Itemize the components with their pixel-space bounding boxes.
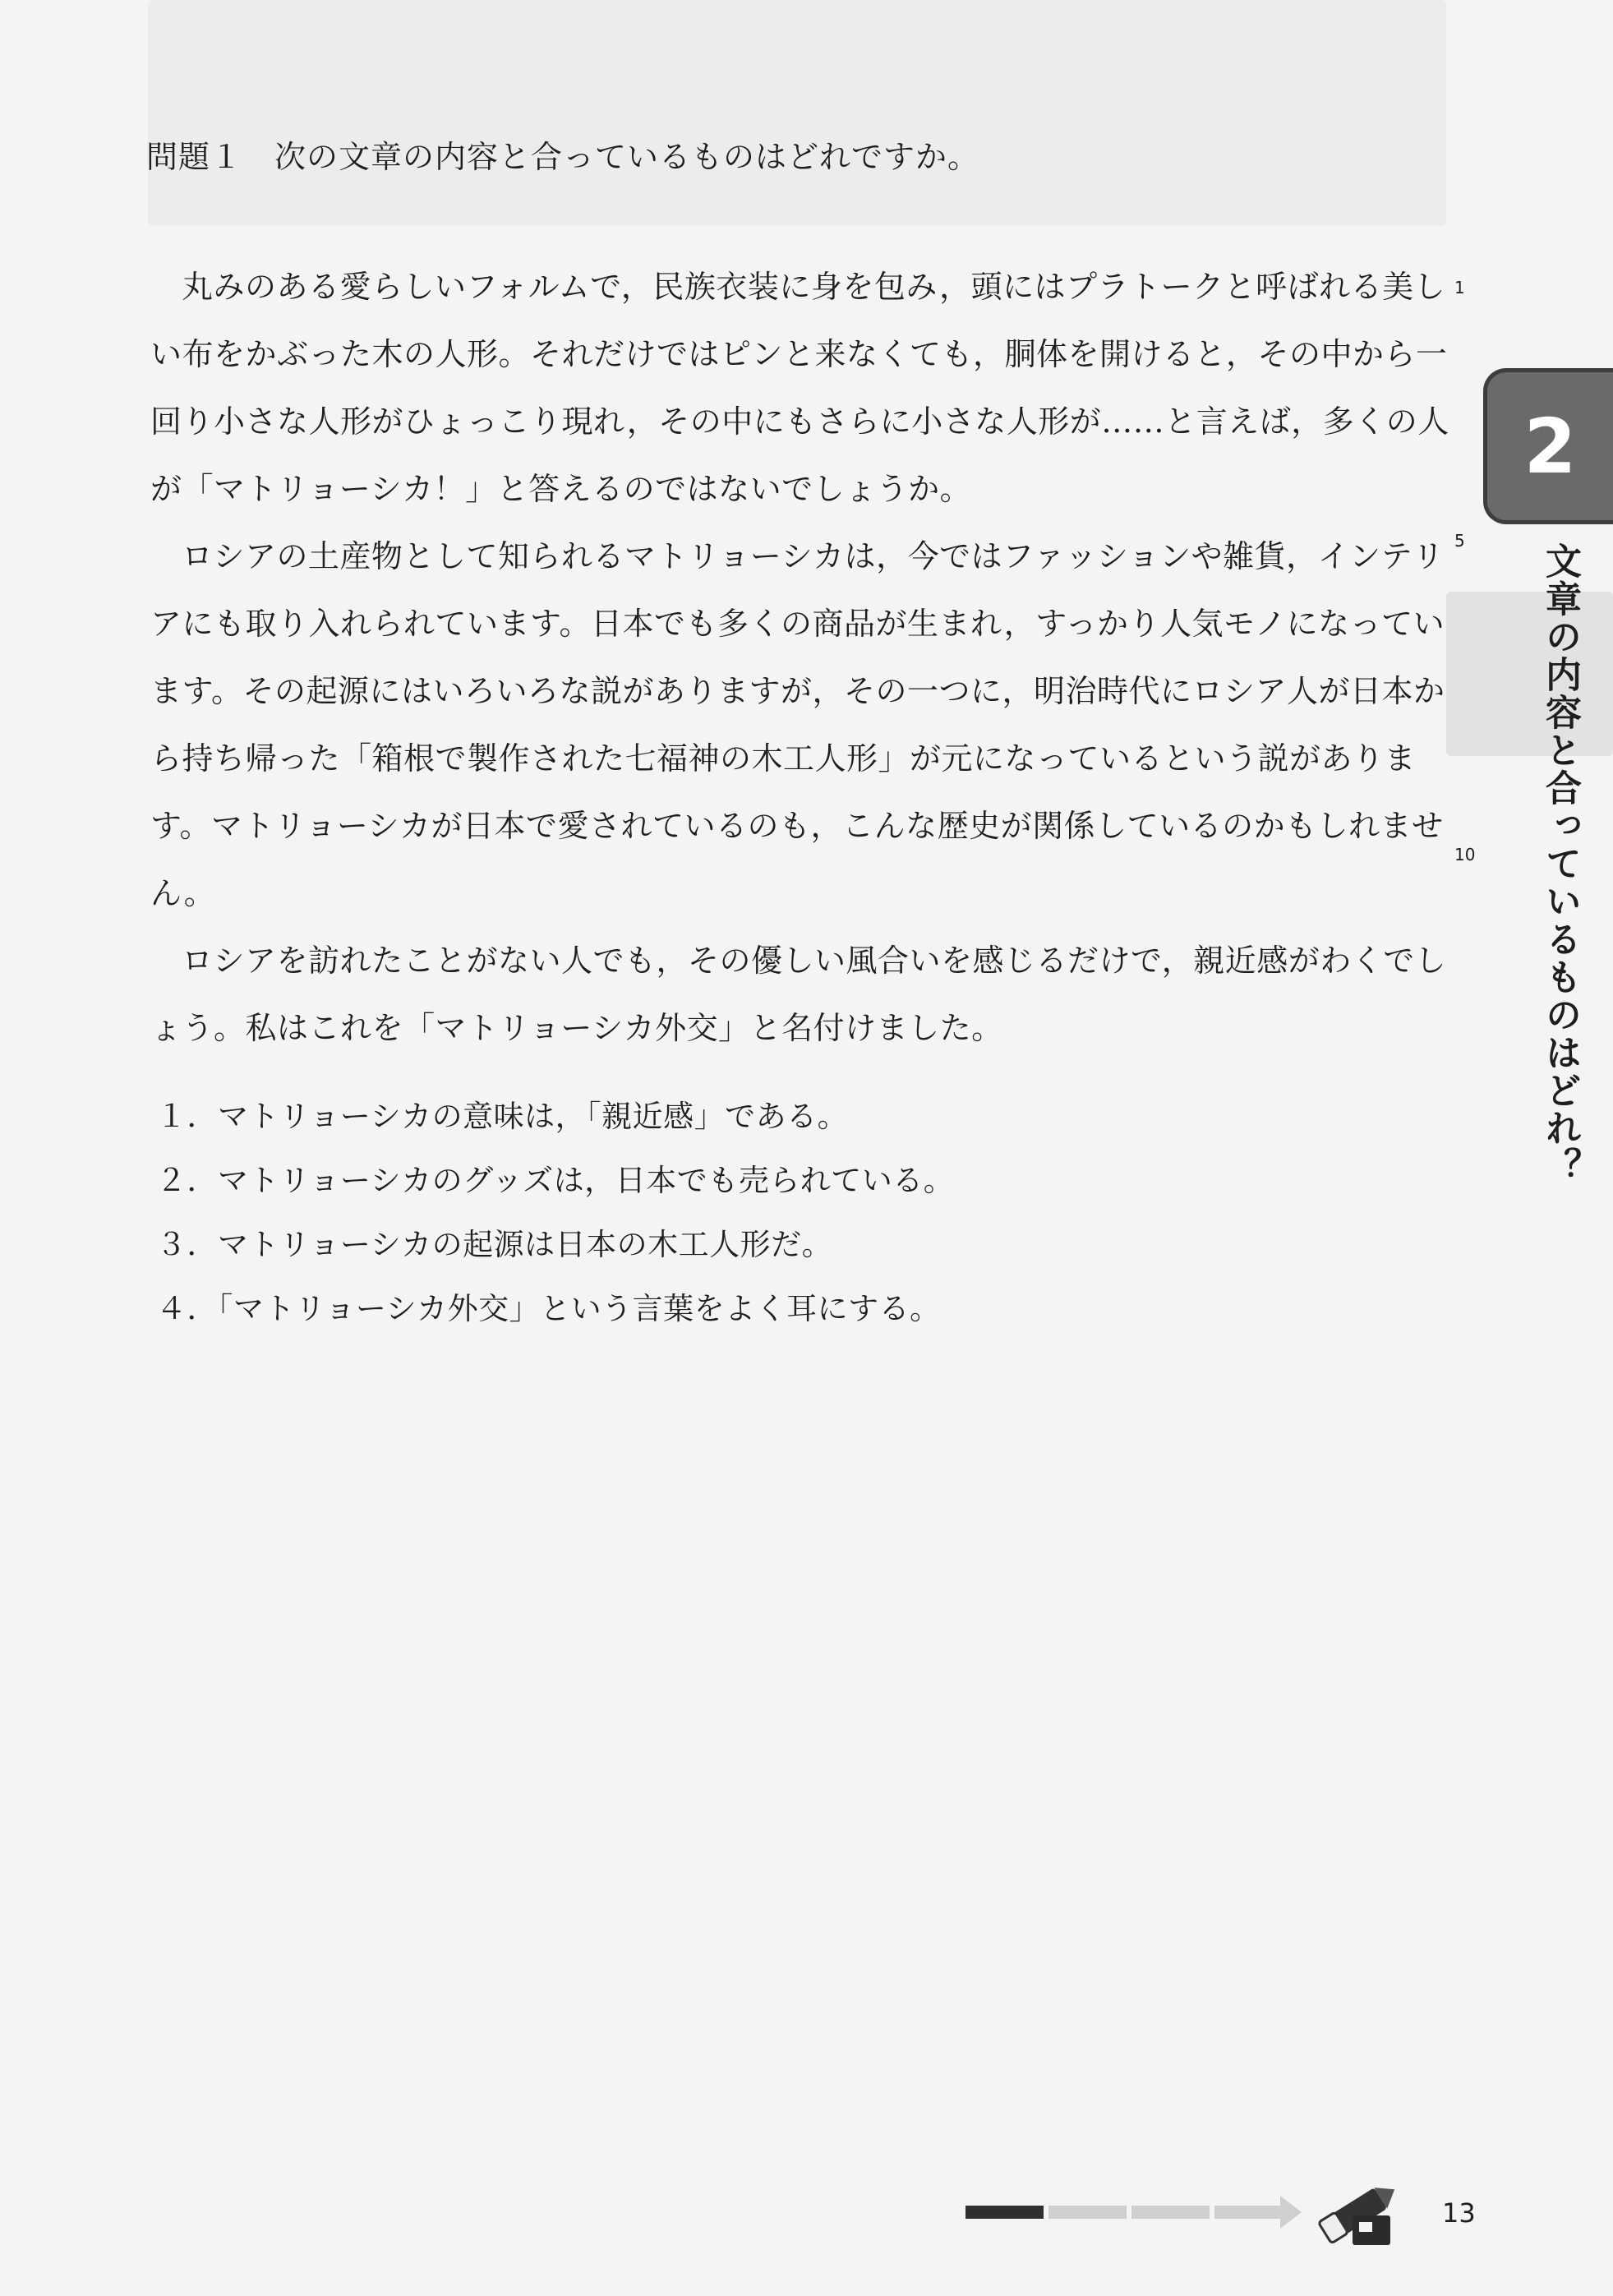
passage-paragraph-1: 丸みのある愛らしいフォルムで，民族衣装に身を包み，頭にはプラトークと呼ばれる美しい布をかぶった木の人形。それだけではピンと来なくても，胴体を開けると，その中から一回り小さな人形がひょっこり現れ，その中にもさらに小さな人形が……と言えば，多くの人が「マトリョーシカ！」と答えるのではないでしょうか。 [150, 269, 1449, 507]
line-number: 1 [1454, 278, 1465, 297]
chapter-number: 2 [1523, 402, 1577, 491]
line-number: 5 [1454, 531, 1465, 551]
progress-segment [1214, 2206, 1280, 2219]
answer-choice[interactable]: ３．マトリョーシカの起源は日本の木工人形だ。 [156, 1227, 833, 1262]
line-number: 10 [1454, 845, 1476, 864]
progress-segment [1048, 2206, 1127, 2219]
answer-choice[interactable]: ２．マトリョーシカのグッズは，日本でも売られている。 [156, 1163, 955, 1198]
progress-segment [1131, 2206, 1210, 2219]
passage-paragraph-3: ロシアを訪れたことがない人でも，その優しい風合いを感じるだけで，親近感がわくでしょう。私はこれを「マトリョーシカ外交」と名付けました。 [150, 943, 1447, 1046]
reading-passage [150, 253, 1457, 1062]
page-number: 13 [1442, 2197, 1476, 2229]
answer-choices [156, 1085, 954, 1341]
bleed-through-shadow [148, 0, 1446, 226]
chapter-heading-vertical: 文章の内容と合っているものはどれ？ [1539, 542, 1581, 1185]
answer-choice[interactable]: ４．「マトリョーシカ外交」という言葉をよく耳にする。 [156, 1291, 941, 1326]
chapter-number-tab [1483, 368, 1613, 524]
progress-segment-filled [965, 2206, 1044, 2219]
passage-paragraph-2: ロシアの土産物として知られるマトリョーシカは，今ではファッションや雑貨，インテリアにも取り入れられています。日本でも多くの商品が生まれ，すっかり人気モノになっています。その起源にはいろいろな説がありますが，その一つに，明治時代にロシア人が日本から持ち帰った「箱根で製作された七福神の木工人形」が元になっているという説があります。マトリョーシカが日本で愛されているのも，こんな歴史が関係しているのかもしれません。 [150, 538, 1445, 911]
question-title: 問題１ 次の文章の内容と合っているものはどれですか。 [146, 139, 980, 175]
answer-choice[interactable]: １．マトリョーシカの意味は，「親近感」である。 [156, 1099, 849, 1134]
pencil-eraser-icon [1305, 2169, 1412, 2252]
bleed-through-shadow [1446, 592, 1613, 756]
progress-arrow-icon [1280, 2196, 1302, 2229]
